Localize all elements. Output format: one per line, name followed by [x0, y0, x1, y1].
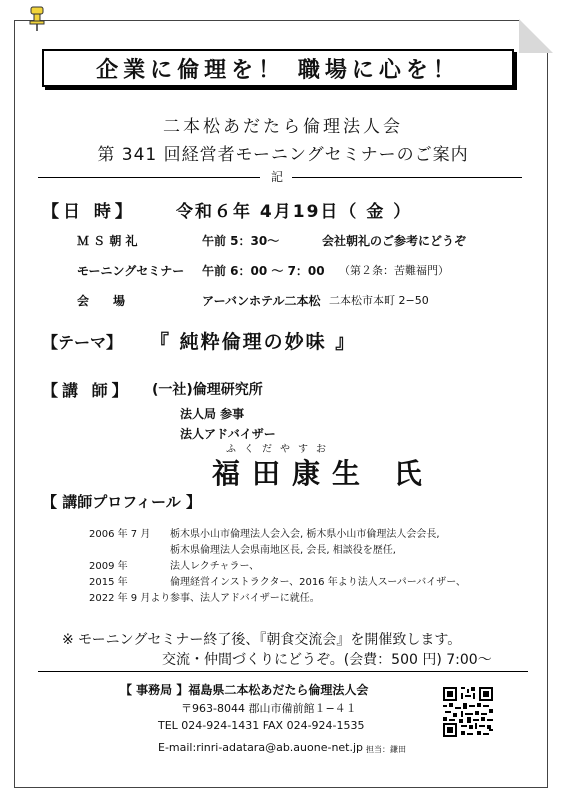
date-value: 令和６年 4月19日（ 金 ） [176, 202, 413, 222]
theme-value: 『 純粋倫理の妙味 』 [150, 331, 357, 353]
footer-divider [38, 671, 528, 672]
venue-name: アーバンホテル二本松 [202, 294, 321, 308]
organization-title: 二本松あだたら倫理法人会 [163, 117, 403, 137]
profile-year: 2015 年 [89, 577, 128, 588]
pushpin-icon [28, 6, 46, 32]
profile-text: 栃木県小山市倫理法人会入会, 栃木県小山市倫理法人会会長, [170, 529, 440, 540]
profile-text: 倫理経営インストラクター、2016 年より法人スーパーバイザー、 [170, 577, 466, 588]
divider-right [292, 177, 522, 178]
office-address: 〒963-8044 郡山市備前館１−４１ [181, 702, 357, 715]
lecturer-name-furigana: ふくだやすお [226, 444, 334, 455]
schedule-row-venue [77, 292, 537, 308]
office-email[interactable]: E-mail:rinri-adatara@ab.auone-net.jp [158, 741, 364, 754]
lecturer-organization: (一社)倫理研究所 [152, 382, 263, 398]
schedule-row-seminar [77, 262, 537, 278]
headline-text: 企業に倫理を！ 職場に心を！ [96, 57, 460, 83]
schedule-time: 午前 5：30～ [202, 234, 280, 248]
schedule-row-ms [77, 232, 537, 248]
schedule-time: 午前 6：00 ～ 7：00 [202, 264, 325, 278]
office-label: 【 事務局 】福島県二本松あだたら倫理法人会 [120, 683, 369, 697]
schedule-note: 会社朝礼のご参考にどうぞ [322, 234, 467, 248]
schedule-label: 会 場 [77, 294, 126, 308]
breakfast-note: ※ モーニングセミナー終了後、『朝食交流会』を開催致します。 [62, 632, 462, 648]
theme-label: 【テーマ】 [42, 333, 123, 352]
profile-text: 参事、法人アドバイザーに就任。 [170, 593, 320, 604]
office-phone-fax: TEL 024-924-1431 FAX 024-924-1535 [158, 719, 365, 732]
profile-year: 2006 年 7 月 [89, 529, 151, 540]
qr-code-icon[interactable] [443, 687, 493, 737]
venue-address: 二本松市本町 2−50 [329, 294, 429, 307]
date-label: 【日 時】 [42, 202, 136, 222]
profile-year: 2022 年 9 月より [89, 593, 171, 604]
profile-text: 法人レクチャラー、 [170, 561, 260, 572]
schedule-label: モーニングセミナー [77, 264, 185, 278]
ki-mark: 記 [271, 170, 284, 184]
divider-left [38, 177, 260, 178]
headline-banner [42, 49, 514, 87]
lecturer-label: 【講 師】 [42, 381, 132, 400]
profile-year: 2009 年 [89, 561, 128, 572]
lecturer-name: 福田康生 氏 [212, 457, 434, 490]
breakfast-note-detail: 交流・仲間づくりにどうぞ。(会費：500 円) 7:00～ [162, 652, 492, 668]
lecturer-position: 法人アドバイザー [180, 427, 276, 441]
office-contact: 担当：鎌田 [366, 745, 406, 754]
profile-label: 【 講師プロフィール 】 [42, 493, 201, 511]
schedule-note: （第２条：苦難福門） [339, 264, 449, 277]
lecturer-position: 法人局 参事 [180, 407, 245, 421]
seminar-title: 第 341 回経営者モーニングセミナーのご案内 [97, 145, 469, 165]
profile-text: 栃木県倫理法人会県南地区長, 会長, 相談役を歴任, [170, 545, 396, 556]
schedule-label: Ｍ Ｓ 朝 礼 [77, 234, 138, 248]
page-fold-corner [519, 19, 553, 53]
